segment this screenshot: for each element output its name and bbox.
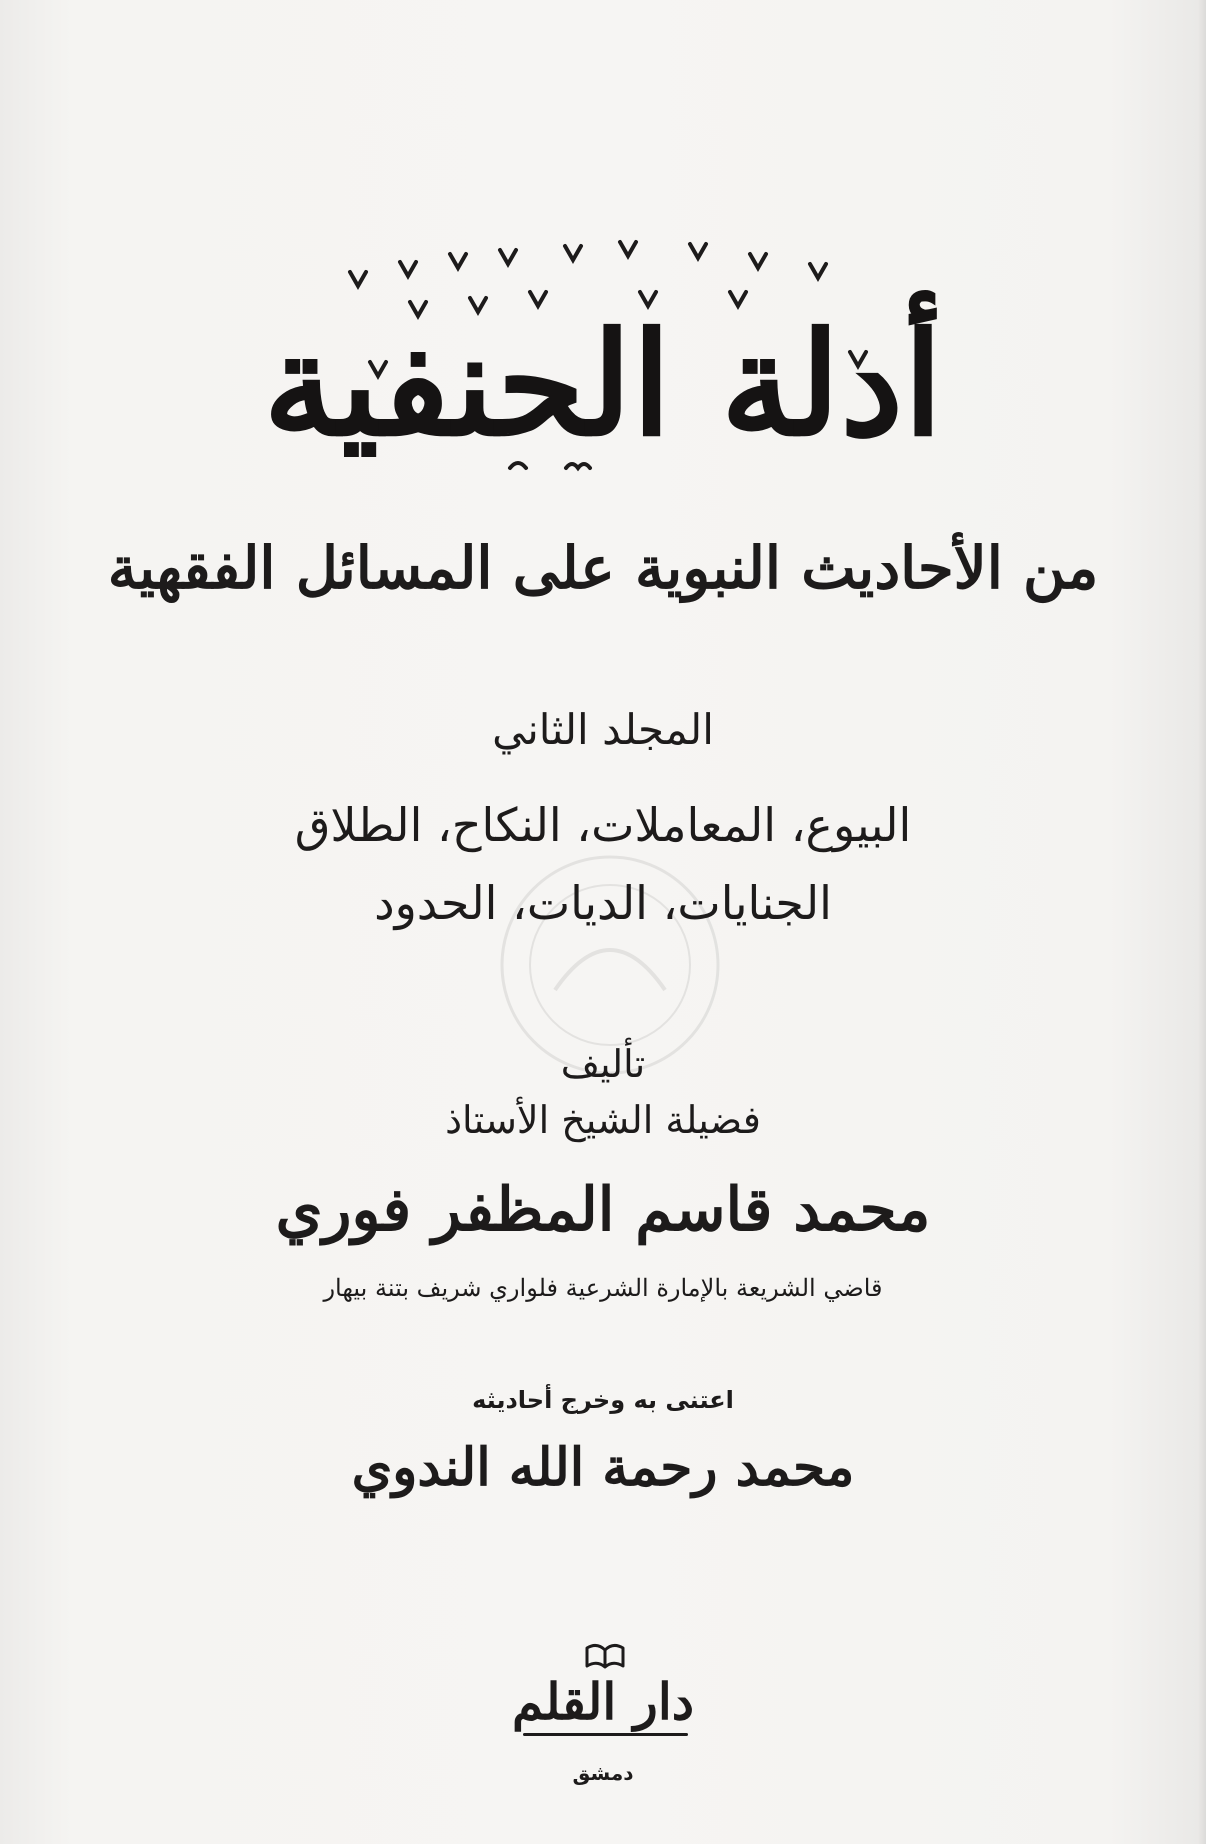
volume-topics-line-1: البيوع، المعاملات، النكاح، الطلاق <box>294 798 912 852</box>
editor-name: محمد رحمة الله الندوي <box>351 1437 855 1498</box>
author-honorific: فضيلة الشيخ الأستاذ <box>445 1098 761 1142</box>
volume-topics-line-2: الجنايات، الديات، الحدود <box>374 876 832 930</box>
publisher-block <box>503 1640 703 1770</box>
authorship-label: تأليف <box>560 1042 646 1086</box>
volume-label: المجلد الثاني <box>492 705 714 754</box>
publisher-city: دمشق <box>572 1761 634 1785</box>
author-name: محمد قاسم المظفر فوري <box>275 1175 931 1245</box>
publisher-name: دار القلم <box>512 1672 694 1731</box>
editor-role: اعتنى به وخرج أحاديثه <box>472 1386 734 1414</box>
book-title: أدلة الحنفية <box>263 302 943 468</box>
open-book-icon <box>583 1640 627 1670</box>
publisher-underline <box>523 1733 688 1736</box>
author-position: قاضي الشريعة بالإمارة الشرعية فلواري شريف بتنة بيهار <box>323 1274 883 1302</box>
book-subtitle: من الأحاديث النبوية على المسائل الفقهية <box>107 534 1099 602</box>
